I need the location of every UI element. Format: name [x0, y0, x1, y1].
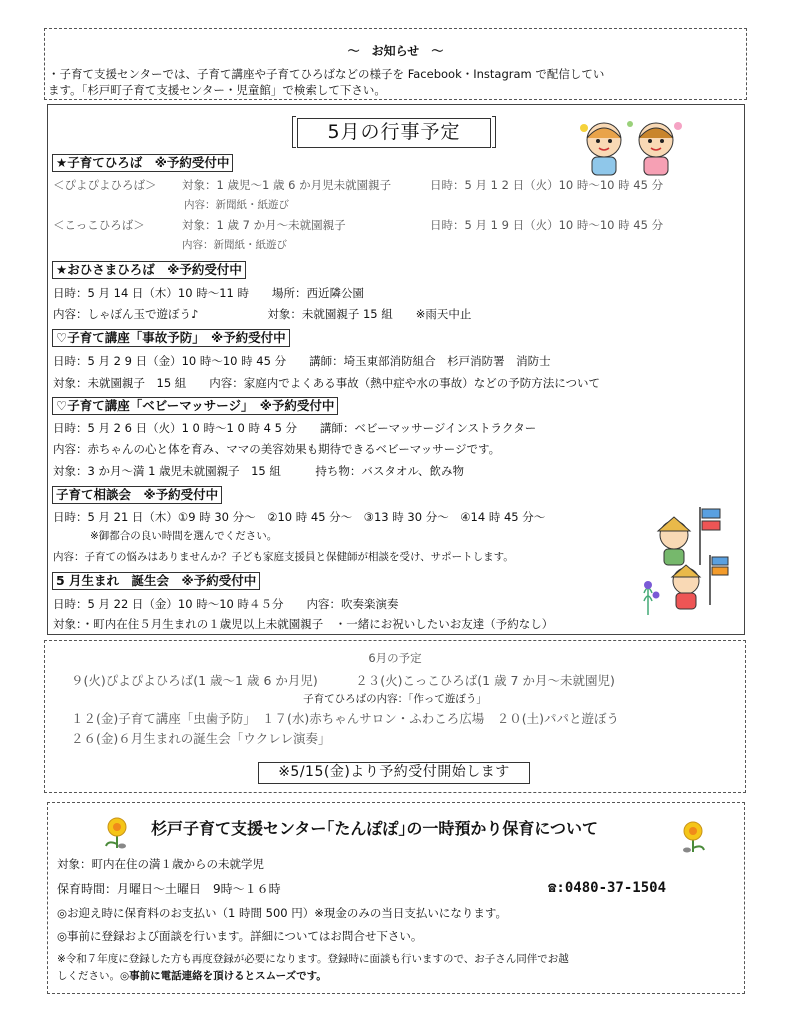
- piyo-name: ＜ぴよぴよひろば＞: [53, 178, 157, 192]
- ohisama-header: ★おひさまひろば ※予約受付中: [52, 261, 246, 279]
- soudan-line-3: 内容：子育ての悩みはありませんか？子ども家庭支援員と保健師が相談を受け、サポートします。: [53, 551, 514, 563]
- june-line-3: １２(金)子育て講座「虫歯予防」 １７(水)赤ちゃんサロン・ふわころ広場 ２０(土)パパと遊ぼう: [71, 711, 620, 726]
- june-line-2: 子育てひろばの内容：「作って遊ぼう」: [303, 693, 487, 705]
- dandelion-icon-right: [678, 820, 708, 854]
- children-illustration: [574, 118, 692, 180]
- daycare-note-4b: ◎事前に電話連絡を頂けるとスムーズです。: [120, 970, 327, 982]
- birthday-header: 5 月生まれ 誕生会 ※予約受付中: [52, 572, 260, 590]
- kokko-name: ＜こっこひろば＞: [53, 218, 145, 232]
- daycare-box: [47, 802, 745, 994]
- baby-line-1: 日時：5 月 2 6 日（火）1 0 時～1 0 時 4 5 分 講師：ベビーマッサージインストラクター: [53, 421, 537, 435]
- schedule-title: 5月の行事予定: [297, 118, 491, 148]
- hiroba-header: ★子育てひろば ※予約受付中: [52, 154, 233, 172]
- baby-line-3: 対象：3 か月～満 1 歳児未就園親子 15 組 持ち物：バスタオル、飲み物: [53, 464, 464, 478]
- daycare-note-2: ◎事前に登録および面談を行います。詳細についてはお問合せ下さい。: [57, 929, 423, 943]
- daycare-phone: ☎:0480-37-1504: [548, 880, 667, 896]
- birthday-line-1: 日時：5 月 22 日（金）10 時～10 時４５分 内容：吹奏楽演奏: [53, 597, 399, 611]
- koinobori-children-illustration: [640, 505, 732, 617]
- birthday-line-2: 対象：・町内在住５月生まれの１歳児以上未就園親子 ・一緒にお祝いしたいお友達（予約なし）: [53, 617, 554, 631]
- notice-line-2: ます。「杉戸町子育て支援センター・児童館」で検索して下さい。: [48, 83, 386, 97]
- daycare-title: 杉戸子育て支援センター｢たんぽぽ｣の一時預かり保育について: [151, 819, 599, 838]
- daycare-note-1: ◎お迎え時に保育料のお支払い（1 時間 500 円）※現金のみの当日支払いになります。: [57, 906, 507, 920]
- notice-box: [44, 28, 747, 100]
- piyo-date: 日時：5 月 1 2 日（火）10 時～10 時 45 分: [430, 178, 664, 192]
- soudan-line-1: 日時：5 月 21 日（木）①9 時 30 分～ ②10 時 45 分～ ③13 時 30 分～ ④14 時 45 分～: [53, 510, 546, 524]
- daycare-hours: 保育時間：月曜日～土曜日 9時～１６時: [57, 882, 281, 896]
- reservation-start-notice: ※5/15(金)より予約受付開始します: [258, 762, 530, 784]
- june-line-4: ２６(金)６月生まれの誕生会「ウクレレ演奏」: [71, 731, 331, 746]
- daycare-target: 対象：町内在住の満１歳からの未就学児: [57, 857, 264, 871]
- june-heading: 6月の予定: [368, 651, 422, 665]
- jiko-header: ♡子育て講座「事故予防」 ※予約受付中: [52, 329, 290, 347]
- daycare-note-3: ※令和７年度に登録した方も再度登録が必要になります。登録時に面談も行いますので、お子さん同伴でお越: [57, 953, 569, 965]
- notice-line-1: ・子育て支援センターでは、子育て講座や子育てひろばなどの様子を Facebook・Instagram で配信してい: [48, 67, 605, 81]
- notice-heading: ～ お知らせ ～: [347, 44, 444, 58]
- ohisama-line-1: 日時：5 月 14 日（木）10 時～11 時 場所：西近隣公園: [53, 286, 364, 300]
- ohisama-line-2: 内容：しゃぼん玉で遊ぼう♪ 対象：未就園親子 15 組 ※雨天中止: [53, 307, 472, 321]
- jiko-line-1: 日時：5 月 2 9 日（金）10 時～10 時 45 分 講師：埼玉東部消防組合 杉戸消防署 消防士: [53, 354, 551, 368]
- daycare-note-4a: しください。: [57, 970, 120, 982]
- baby-massage-header: ♡子育て講座「ベビーマッサージ」 ※予約受付中: [52, 397, 338, 415]
- jiko-line-2: 対象：未就園親子 15 組 内容：家庭内でよくある事故（熱中症や水の事故）などの予防方法について: [53, 376, 601, 390]
- piyo-content: 内容：新聞紙・紙遊び: [184, 199, 289, 211]
- piyo-target: 対象：1 歳児～1 歳 6 か月児未就園親子: [182, 178, 392, 192]
- kokko-target: 対象：1 歳 7 か月～未就園親子: [182, 218, 346, 232]
- soudan-header: 子育て相談会 ※予約受付中: [52, 486, 222, 504]
- soudan-line-2: ※御都合の良い時間を選んでください。: [90, 530, 278, 542]
- june-line-1: ９(火)ぴよぴよひろば(1 歳～1 歳 6 か月児) ２３(火)こっこひろば(1 歳 7 か月～未就園児): [71, 673, 615, 688]
- kokko-content: 内容：新聞紙・紙遊び: [182, 239, 287, 251]
- baby-line-2: 内容：赤ちゃんの心と体を育み、ママの美容効果も期待できるベビーマッサージです。: [53, 442, 501, 456]
- kokko-date: 日時：5 月 1 9 日（火）10 時～10 時 45 分: [430, 218, 664, 232]
- dandelion-icon-left: [102, 816, 132, 850]
